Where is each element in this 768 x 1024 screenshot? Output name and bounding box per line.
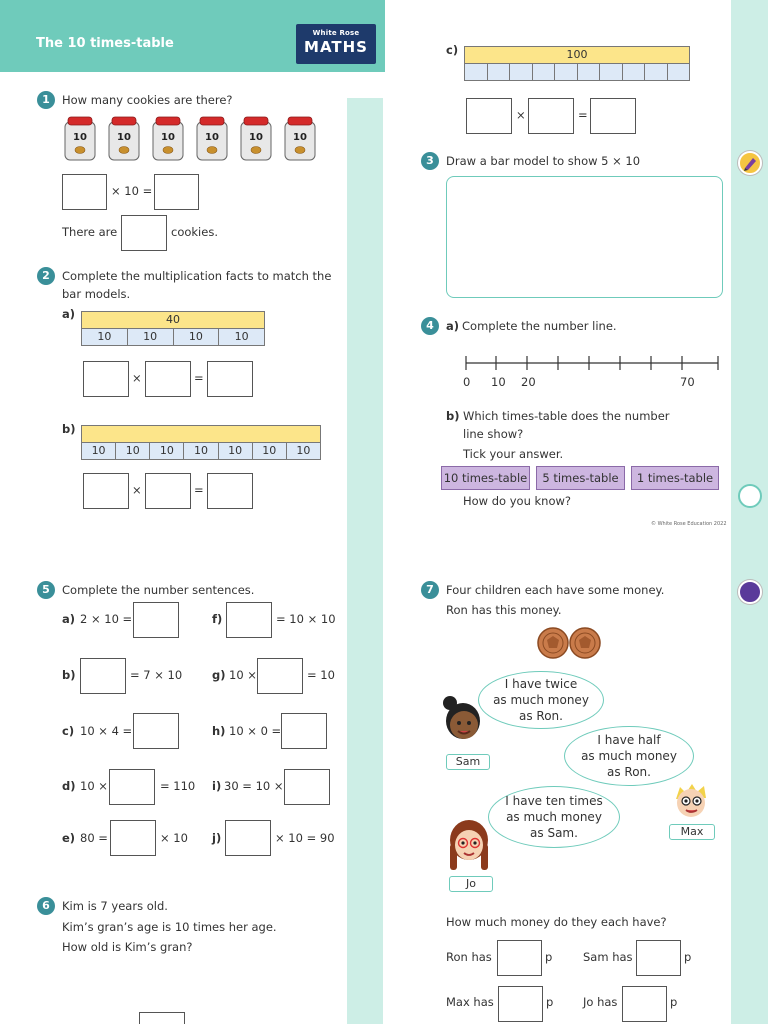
max-bubble-line: as Ron. [607,765,651,779]
jo-answer-box[interactable] [622,986,667,1022]
q6-line3: How old is Kim’s gran? [62,940,193,954]
q5e-box[interactable] [110,820,156,856]
q1-answer-box-2[interactable] [154,174,199,210]
q5b-label: b) [62,668,76,682]
q5g-before: 10 × [229,668,257,682]
jar-label: 10 [293,132,307,143]
q2a-part: 10 [128,329,174,345]
jo-bubble-line: as Sam. [530,826,578,840]
q5a-before: 2 × 10 = [80,612,133,626]
q1-cookies-box[interactable] [121,215,167,251]
number-line-graphic [460,352,724,376]
q2a-bar-parts [81,329,265,346]
number-line-label-20: 20 [521,375,536,389]
q5a-label: a) [62,612,76,626]
q2c-part [600,64,623,80]
max-bubble-line: as much money [581,749,677,763]
sam-face-icon [440,694,484,744]
question-6-number: 6 [37,897,55,915]
pencil-icon [738,151,762,175]
jo-character [446,818,492,874]
q2a-part: 10 [234,330,249,343]
q7-line1: Four children each have some money. [446,583,665,597]
q5a-box[interactable] [133,602,179,638]
jo-unit: p [670,995,678,1009]
q2a-times: × [132,371,142,385]
q4-how-do-you-know: How do you know? [463,494,572,508]
q2c-part [533,64,556,80]
jo-name-label: Jo [449,876,493,892]
q2c-box-2[interactable] [528,98,574,134]
q2a-part: 10 [82,329,128,345]
q2b-bar-total [81,425,321,443]
sam-unit: p [684,950,692,964]
q1-times-ten: × 10 = [111,184,153,198]
jo-face-icon [446,818,492,874]
q5d-label: d) [62,779,76,793]
q2c-part [510,64,533,80]
q2c-box-1[interactable] [466,98,512,134]
q2b-part: 10 [184,443,218,459]
q2c-label: c) [446,43,459,57]
cookie-jar-icon [65,117,95,160]
q2a-box-2[interactable] [145,361,191,397]
q5e-label: e) [62,831,76,845]
q7-question: How much money do they each have? [446,915,667,929]
q2c-part [623,64,646,80]
q5d-before: 10 × [80,779,108,793]
q2c-bar-parts [464,64,690,81]
q5d-box[interactable] [109,769,155,805]
q2b-part: 10 [253,443,287,459]
question-2-number: 2 [37,267,55,285]
question-4-number: 4 [421,317,439,335]
q2c-bar-model [464,46,690,81]
q5f-box[interactable] [226,602,272,638]
q7-line2: Ron has this money. [446,603,562,617]
sam-name-label: Sam [446,754,490,770]
q5c-box[interactable] [133,713,179,749]
q1-answer-box-1[interactable] [62,174,107,210]
q4b-tick-answer: Tick your answer. [463,447,564,461]
q5f-label: f) [212,612,223,626]
sam-character [440,694,484,744]
question-7-number: 7 [421,581,439,599]
q5j-label: j) [212,831,222,845]
q5h-label: h) [212,724,226,738]
q6-line2: Kim’s gran’s age is 10 times her age. [62,920,277,934]
ron-unit: p [545,950,553,964]
page-title: The 10 times-table [36,36,174,51]
q2c-equals: = [578,108,588,122]
q2b-part: 10 [116,443,150,459]
q6-line1: Kim is 7 years old. [62,899,168,913]
q5i-before: 30 = 10 × [224,779,284,793]
q2c-part [555,64,578,80]
q4b-line1: Which times-table does the number [463,409,670,423]
q2a-bar-total: 40 [81,311,265,329]
q2c-bar-total: 100 [464,46,690,64]
sam-speech-bubble [478,671,604,729]
thought-bubble-icon [738,580,762,604]
jar-label: 10 [205,132,219,143]
q1-sentence-end: cookies. [171,225,218,239]
number-line-label-70: 70 [680,375,695,389]
q4a-prompt: Complete the number line. [462,319,617,333]
q2b-bar-model [81,425,321,460]
q2c-part [578,64,601,80]
q2b-box-2[interactable] [145,473,191,509]
option-5-times-table[interactable]: 5 times-table [536,466,625,490]
q4a-label: a) [446,319,460,333]
max-has-label: Max has [446,995,494,1009]
question-3-number: 3 [421,152,439,170]
q4b-line2: line show? [463,427,524,441]
q2b-label: b) [62,422,76,436]
option-10-times-table[interactable]: 10 times-table [441,466,530,490]
max-unit: p [546,995,554,1009]
q1-prompt: How many cookies are there? [62,93,233,107]
q5f-after: = 10 × 10 [276,612,336,626]
q6-answer-box[interactable] [139,1012,185,1024]
q2b-part: 10 [296,444,311,457]
q2a-part: 10 [174,329,220,345]
max-answer-box[interactable] [498,986,543,1022]
sam-has-label: Sam has [583,950,633,964]
q2b-part: 10 [82,443,116,459]
max-character [670,781,714,821]
jo-speech-bubble [488,786,620,848]
q5g-box[interactable] [257,658,303,694]
q5d-after: = 110 [160,779,196,793]
q2c-part [488,64,511,80]
max-bubble-line: I have half [597,733,661,747]
sam-bubble-line: as Ron. [519,709,563,723]
q2b-box-3[interactable] [207,473,253,509]
q5i-box[interactable] [284,769,330,805]
jo-has-label: Jo has [583,995,618,1009]
q2c-times: × [516,108,526,122]
question-5-number: 5 [37,581,55,599]
question-1-number: 1 [37,91,55,109]
q2a-label: a) [62,307,76,321]
center-gutter [347,98,383,1024]
logo-top-text: White Rose [312,29,360,37]
q2b-part: 10 [219,443,253,459]
cookie-jars [62,116,324,162]
jar-label: 10 [249,132,263,143]
ron-has-label: Ron has [446,950,492,964]
number-line-label-0: 0 [463,375,471,389]
coins [537,626,603,660]
q5-prompt: Complete the number sentences. [62,583,255,597]
q5h-before: 10 × 0 = [229,724,282,738]
max-speech-bubble [564,726,694,786]
cookie-jar-icon [241,117,271,160]
max-face-icon [670,781,714,821]
q2b-bar-parts [81,443,321,460]
q3-prompt: Draw a bar model to show 5 × 10 [446,154,641,168]
q1-sentence-start: There are [62,225,118,239]
q5c-before: 10 × 4 = [80,724,133,738]
sam-bubble-line: as much money [493,693,589,707]
q2c-part [668,64,690,80]
cookie-jar-icon [153,117,183,160]
q2b-times: × [132,483,142,497]
cookie-jars-graphic [62,116,324,162]
q2-prompt-line2: bar models. [62,287,131,301]
q2a-bar-model [81,311,265,346]
speech-bubble-icon [738,484,762,508]
q2a-equals: = [194,371,204,385]
q2c-part [465,64,488,80]
q2c-box-3[interactable] [590,98,636,134]
q2b-part: 10 [150,443,184,459]
copyright: © White Rose Education 2022 [651,521,727,527]
logo-main-text: MATHS [304,38,368,56]
q5e-before: 80 = [80,831,108,845]
max-name-label: Max [669,824,715,840]
q5j-after: × 10 = 90 [275,831,335,845]
number-line-label-10: 10 [491,375,506,389]
q5b-after: = 7 × 10 [130,668,183,682]
q2-prompt-line1: Complete the multiplication facts to match the [62,269,332,283]
jar-label: 10 [161,132,175,143]
q5g-after: = 10 [307,668,335,682]
two-copper-coins [537,626,603,660]
q3-drawing-area[interactable] [446,176,723,298]
q2b-equals: = [194,483,204,497]
q5h-box[interactable] [281,713,327,749]
option-1-times-table[interactable]: 1 times-table [631,466,719,490]
number-line [460,352,724,376]
jo-bubble-line: I have ten times [505,794,603,808]
jar-label: 10 [73,132,87,143]
q2b-box-1[interactable] [83,473,129,509]
jar-label: 10 [117,132,131,143]
sam-answer-box[interactable] [636,940,681,976]
cookie-jar-icon [109,117,139,160]
q4b-label: b) [446,409,460,423]
q5e-after: × 10 [160,831,188,845]
jo-bubble-line: as much money [506,810,602,824]
q2c-part [645,64,668,80]
cookie-jar-icon [285,117,315,160]
white-rose-logo [296,24,376,64]
q5j-box[interactable] [225,820,271,856]
q5b-box[interactable] [80,658,126,694]
q5i-label: i) [212,779,222,793]
cookie-jar-icon [197,117,227,160]
ron-answer-box[interactable] [497,940,542,976]
q2a-box-3[interactable] [207,361,253,397]
q5g-label: g) [212,668,226,682]
q5c-label: c) [62,724,75,738]
q2a-box-1[interactable] [83,361,129,397]
sam-bubble-line: I have twice [504,677,578,691]
